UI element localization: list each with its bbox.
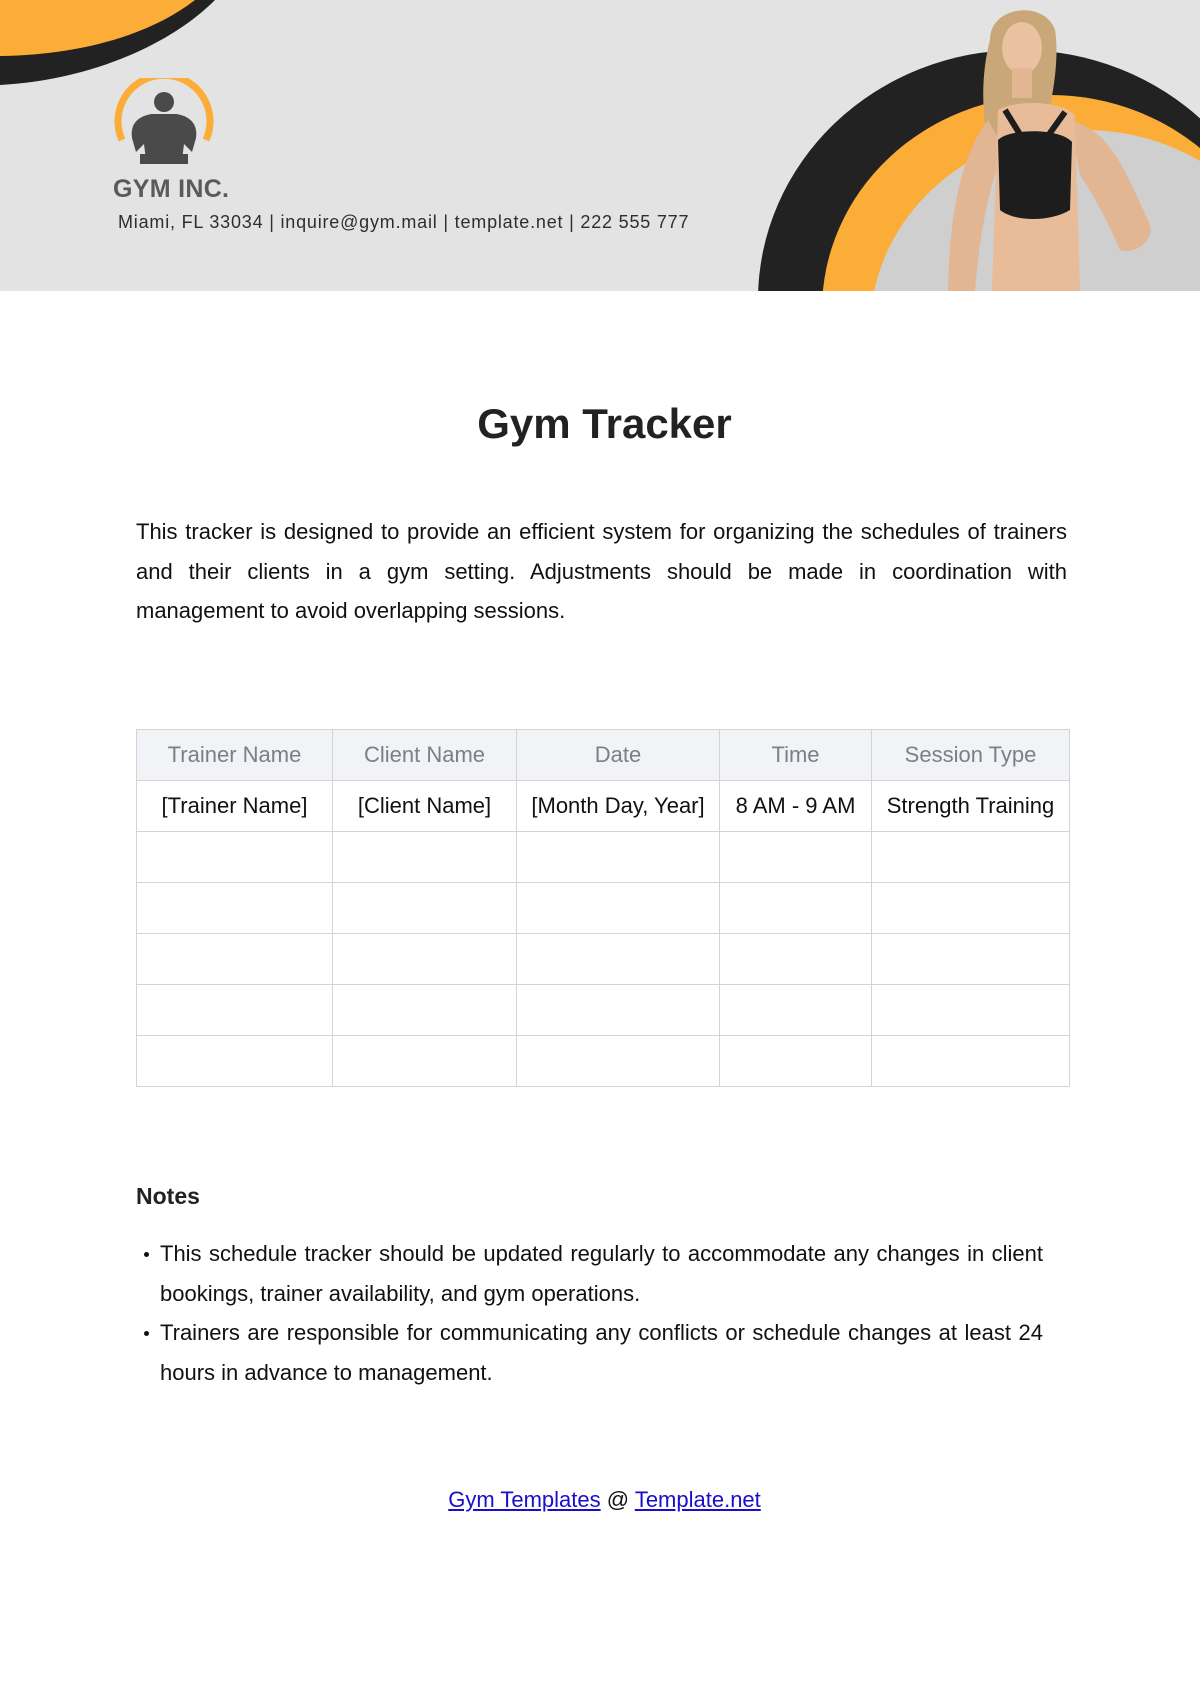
table-row	[137, 883, 1070, 934]
gym-logo-icon	[112, 78, 216, 178]
table-row	[137, 781, 1070, 832]
table-cell[interactable]: [Client Name]	[333, 781, 517, 832]
template-net-link[interactable]: Template.net	[634, 1487, 761, 1512]
table-cell[interactable]	[333, 883, 517, 934]
company-name: GYM INC.	[113, 175, 230, 203]
table-cell[interactable]	[872, 985, 1070, 1036]
column-header: Time	[720, 730, 872, 781]
table-cell[interactable]	[137, 985, 333, 1036]
gym-templates-link[interactable]: Gym Templates	[448, 1487, 601, 1512]
table-cell[interactable]	[517, 985, 720, 1036]
table-cell[interactable]	[517, 934, 720, 985]
table-cell[interactable]	[720, 832, 872, 883]
table-header-row	[137, 730, 1070, 781]
schedule-table	[136, 729, 1070, 1087]
notes-list	[136, 1234, 1043, 1392]
table-cell[interactable]	[872, 1036, 1070, 1087]
table-cell[interactable]	[333, 985, 517, 1036]
list-item: This schedule tracker should be updated regularly to accommodate any changes in client bookings, trainer availability, and gym operations.	[136, 1234, 1043, 1313]
notes-heading: Notes	[136, 1183, 200, 1209]
column-header: Date	[517, 730, 720, 781]
table-cell[interactable]: [Month Day, Year]	[517, 781, 720, 832]
table-cell[interactable]	[137, 1036, 333, 1087]
list-item: Trainers are responsible for communicating any conflicts or schedule changes at least 24 hours in advance to management.	[136, 1313, 1043, 1392]
column-header: Client Name	[333, 730, 517, 781]
column-header: Trainer Name	[137, 730, 333, 781]
table-cell[interactable]	[517, 1036, 720, 1087]
table-row	[137, 934, 1070, 985]
footer	[0, 1487, 1200, 1513]
table-cell[interactable]	[720, 934, 872, 985]
table-cell[interactable]	[333, 934, 517, 985]
table-cell[interactable]	[517, 883, 720, 934]
table-cell[interactable]	[137, 832, 333, 883]
intro-paragraph: This tracker is designed to provide an efficient system for organizing the schedules of trainers and their clients in a gym setting. Adjustments should be made in coordination with management to avoid overlapping sessions.	[136, 519, 1067, 623]
table-cell[interactable]	[137, 883, 333, 934]
table-cell[interactable]: [Trainer Name]	[137, 781, 333, 832]
page-title: Gym Tracker	[477, 400, 732, 447]
table-cell[interactable]: Strength Training	[872, 781, 1070, 832]
athlete-photo	[920, 0, 1180, 291]
header-banner	[0, 0, 1200, 291]
table-cell[interactable]	[872, 883, 1070, 934]
table-row	[137, 1036, 1070, 1087]
table-cell[interactable]	[333, 1036, 517, 1087]
table-cell[interactable]	[720, 883, 872, 934]
column-header: Session Type	[872, 730, 1070, 781]
table-row	[137, 985, 1070, 1036]
footer-separator: @	[606, 1487, 630, 1512]
table-cell[interactable]: 8 AM - 9 AM	[720, 781, 872, 832]
table-cell[interactable]	[872, 832, 1070, 883]
table-cell[interactable]	[720, 985, 872, 1036]
table-cell[interactable]	[720, 1036, 872, 1087]
table-row	[137, 832, 1070, 883]
table-cell[interactable]	[517, 832, 720, 883]
contact-info: Miami, FL 33034 | inquire@gym.mail | template.net | 222 555 777	[118, 212, 690, 232]
table-cell[interactable]	[137, 934, 333, 985]
table-cell[interactable]	[333, 832, 517, 883]
table-cell[interactable]	[872, 934, 1070, 985]
